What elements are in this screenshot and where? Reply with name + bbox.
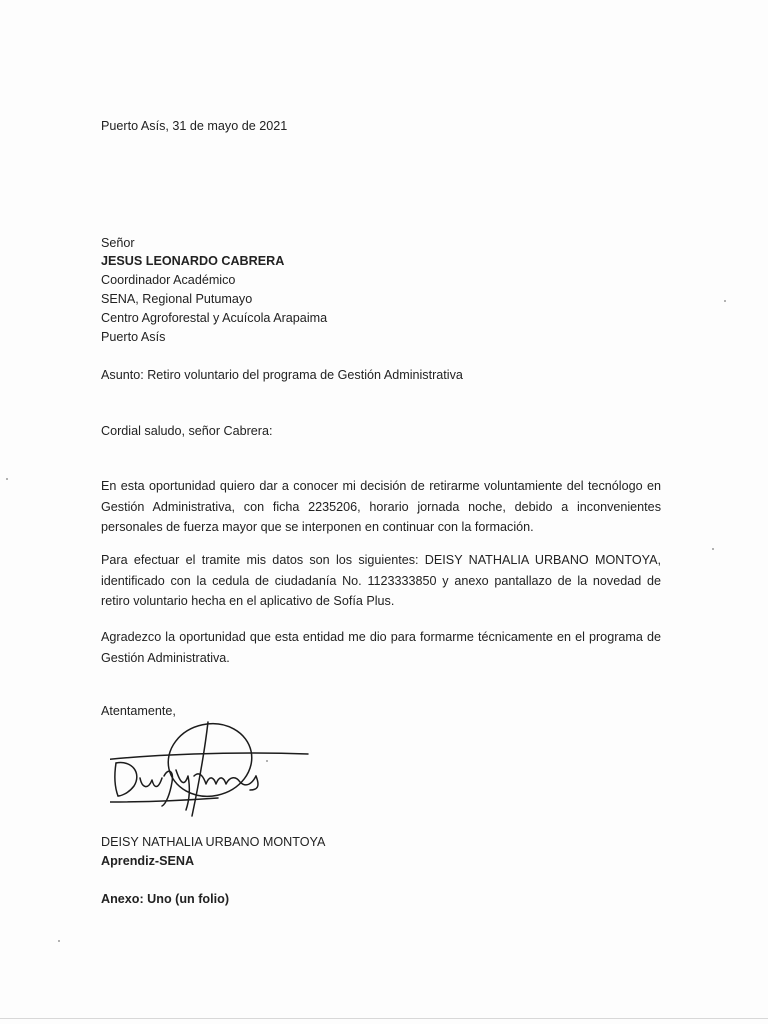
closing: Atentamente,: [101, 704, 176, 718]
annex-line: Anexo: Uno (un folio): [101, 892, 230, 906]
recipient-name: JESUS LEONARDO CABRERA: [101, 254, 285, 268]
paragraph-details: Para efectuar el tramite mis datos son los siguientes: DEISY NATHALIA URBANO MONTOYA, identificado con la cedula de ciudadanía No. 1123333850 y anexo pantallazo de la novedad de retiro voluntario hecha en el aplicativo de Sofía Plus.: [101, 553, 661, 608]
recipient-salutation: Señor: [101, 236, 135, 250]
subject-line: Asunto: Retiro voluntario del programa de Gestión Administrativa: [101, 368, 463, 382]
signer-role: Aprendiz-SENA: [101, 854, 195, 868]
scan-speck: [266, 760, 268, 762]
handwritten-signature: [110, 718, 320, 823]
place-date: Puerto Asís, 31 de mayo de 2021: [101, 119, 288, 133]
scan-speck: [6, 478, 8, 480]
greeting: Cordial saludo, señor Cabrera:: [101, 424, 273, 438]
recipient-city: Puerto Asís: [101, 330, 166, 344]
recipient-center: Centro Agroforestal y Acuícola Arapaima: [101, 311, 328, 325]
scan-speck: [58, 940, 60, 942]
signer-name: DEISY NATHALIA URBANO MONTOYA: [101, 835, 326, 849]
recipient-role: Coordinador Académico: [101, 273, 236, 287]
recipient-org: SENA, Regional Putumayo: [101, 292, 253, 306]
paragraph-decision: En esta oportunidad quiero dar a conocer mi decisión de retirarme voluntamiente del tecnólogo en Gestión Administrativa, con ficha 2235206, horario jornada noche, debido a inconvenientes personales de fuerza mayor que se interponen en continuar con la formación.: [101, 479, 661, 534]
paragraph-thanks: Agradezco la oportunidad que esta entidad me dio para formarme técnicamente en el programa de Gestión Administrativa.: [101, 630, 661, 665]
page-edge-line: [0, 1018, 768, 1019]
scan-speck: [724, 300, 726, 302]
scan-speck: [712, 548, 714, 550]
